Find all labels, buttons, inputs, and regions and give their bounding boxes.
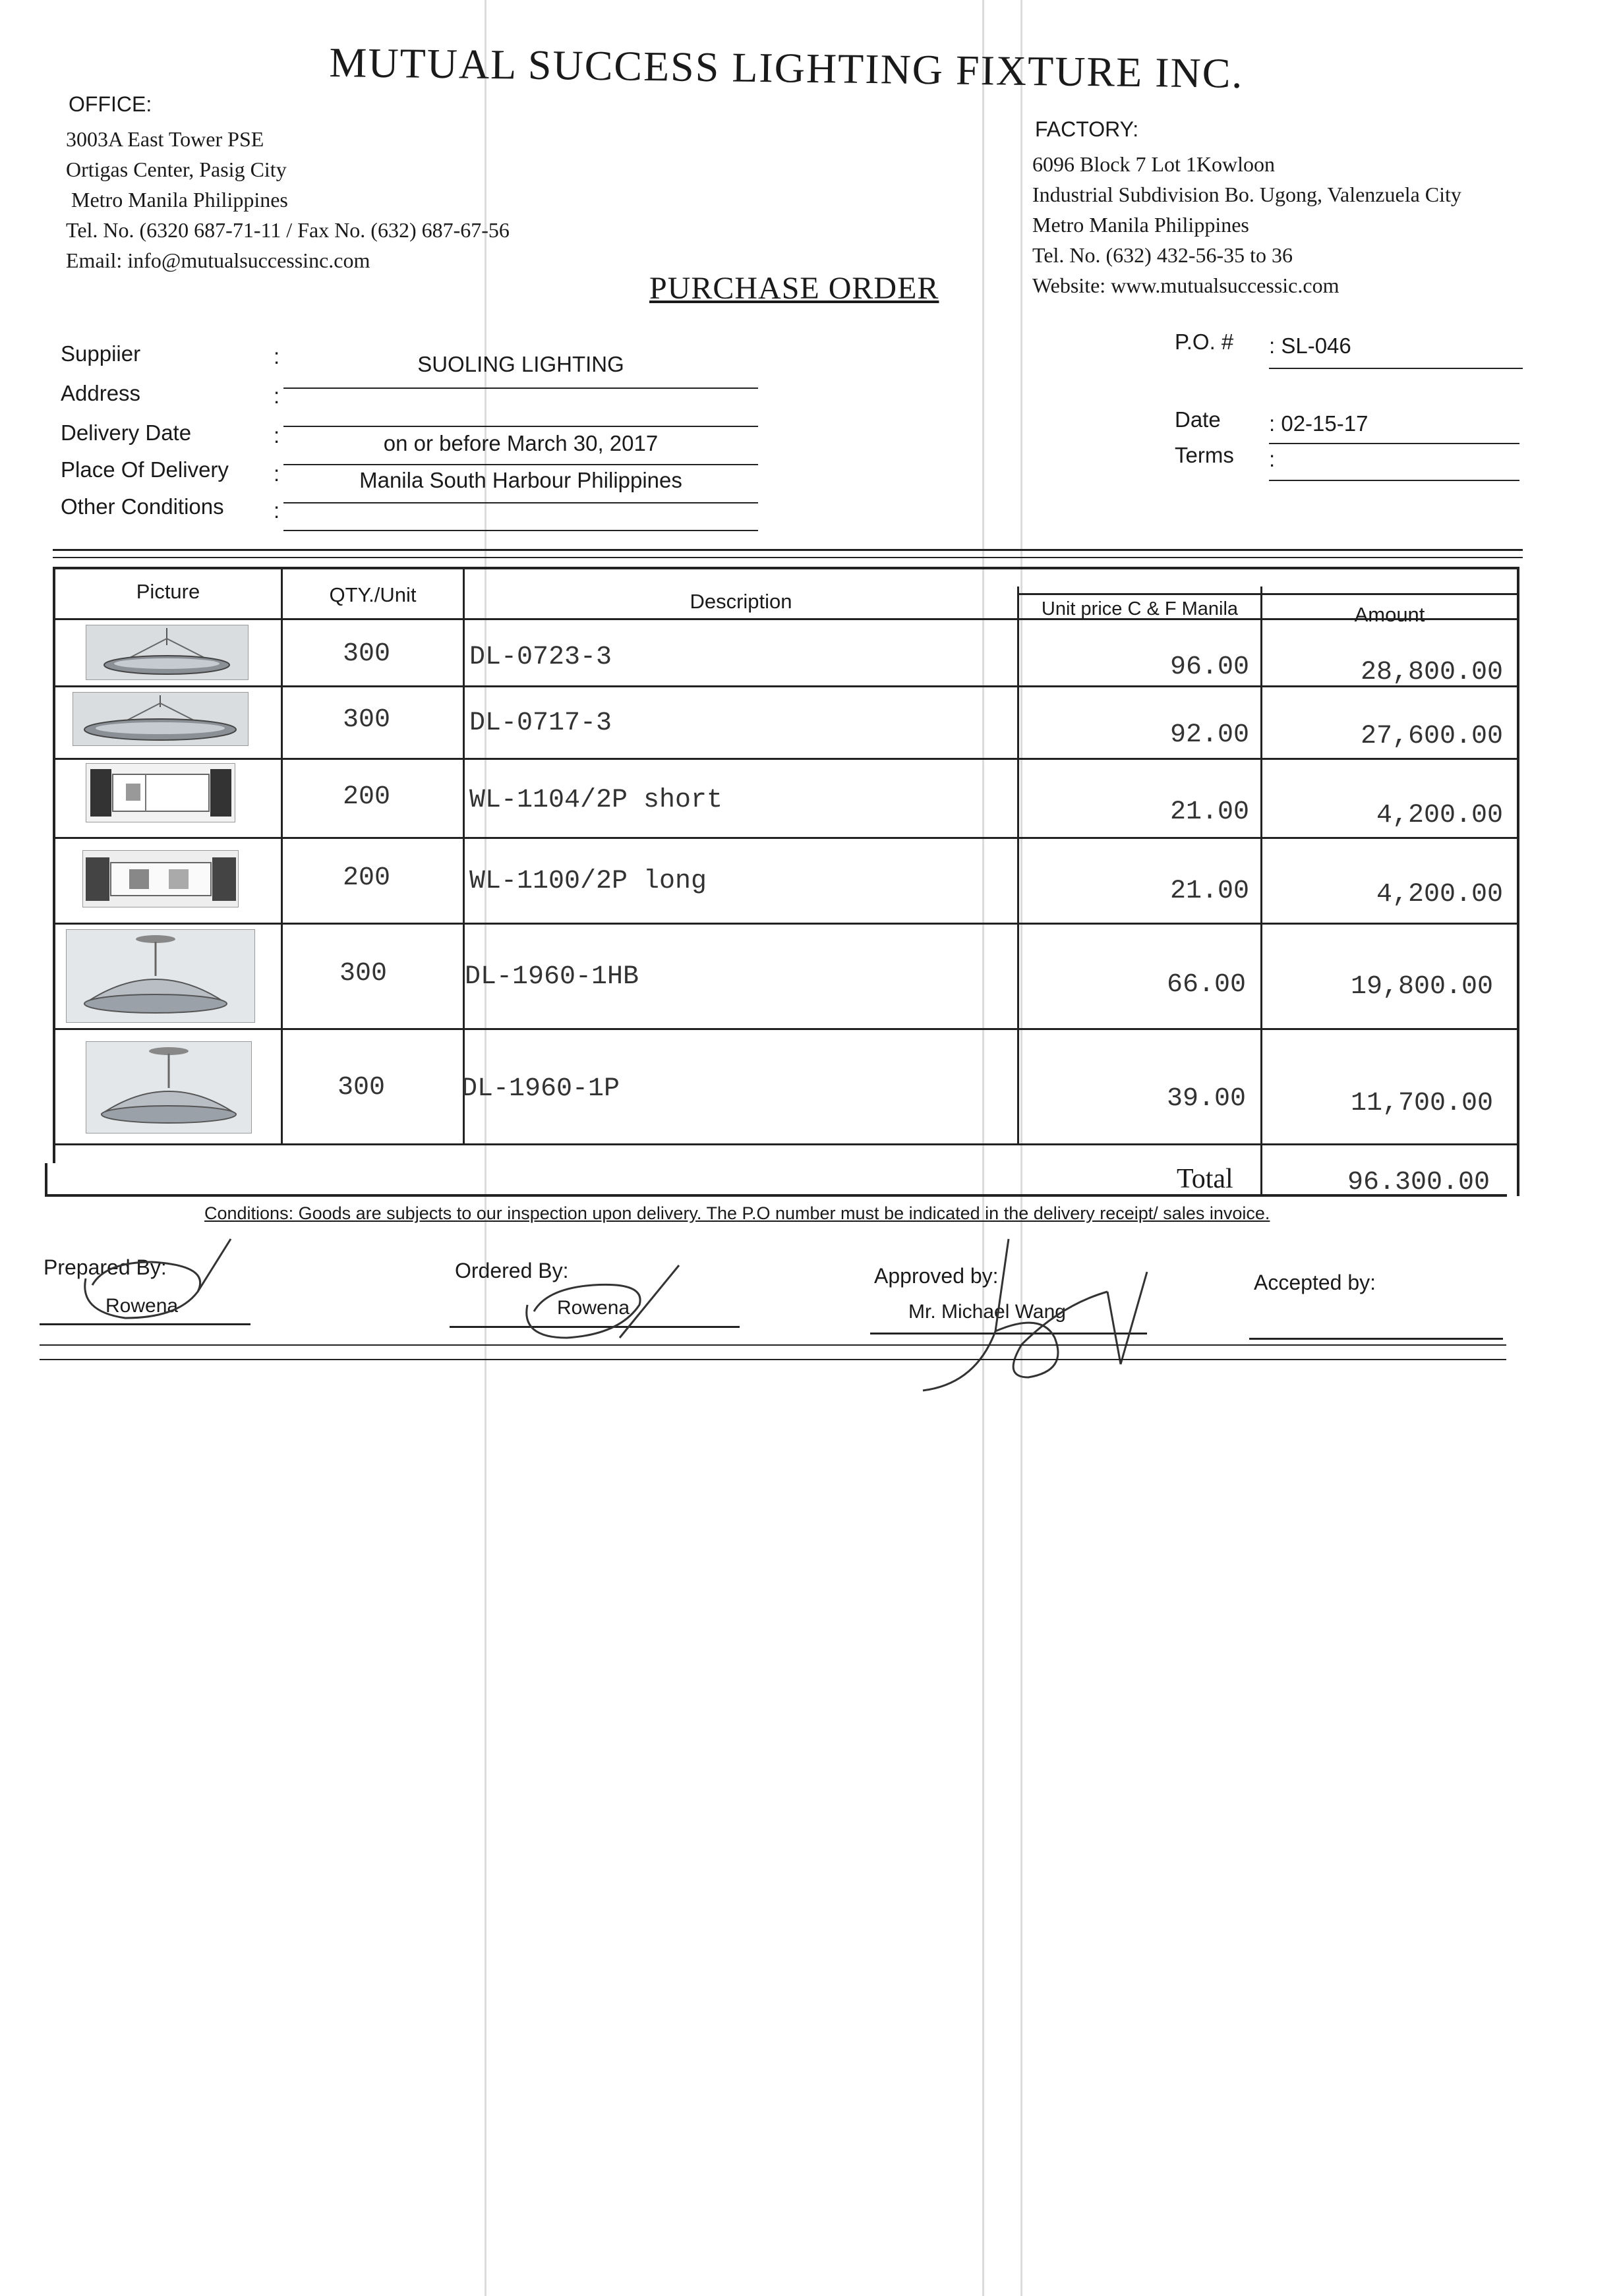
factory-line: Industrial Subdivision Bo. Ugong, Valenzuela City (1032, 183, 1461, 206)
office-line: 3003A East Tower PSE (66, 127, 264, 151)
prepared-by-name: Rowena (105, 1295, 179, 1317)
chandelier-image (86, 625, 248, 679)
total-amount: 96.300.00 (1347, 1168, 1490, 1197)
row-amount: 11,700.00 (1350, 1089, 1493, 1118)
approved-by-name: Mr. Michael Wang (908, 1301, 1066, 1323)
row-description: DL-0723-3 (469, 643, 612, 672)
address-label: Address (61, 381, 141, 405)
office-line: Metro Manila Philippines (71, 188, 288, 212)
row-qty: 300 (339, 959, 388, 989)
delivery-date-label: Delivery Date (61, 420, 192, 445)
row-description: WL-1100/2P long (469, 867, 707, 896)
row-divider (53, 758, 1519, 760)
ordered-by-name: Rowena (557, 1297, 630, 1319)
table-border (53, 567, 55, 1163)
row-unit-price: 92.00 (1169, 720, 1249, 750)
divider (40, 1344, 1506, 1346)
row-divider (1017, 593, 1519, 595)
product-thumbnail (86, 625, 249, 680)
row-divider (53, 1143, 1519, 1145)
accepted-by-label: Accepted by: (1254, 1271, 1376, 1294)
po-number-value: : SL-046 (1269, 330, 1523, 369)
conditions-note: Conditions: Goods are subjects to our inspection upon delivery. The P.O number must be indicated in the delivery receipt/ sales invoice. (204, 1203, 1270, 1223)
header-amount: Amount (1354, 603, 1425, 626)
row-qty: 300 (338, 1073, 386, 1103)
row-qty: 200 (343, 782, 391, 812)
signature-line (1249, 1338, 1503, 1340)
colon: : (274, 384, 280, 408)
row-qty: 200 (343, 863, 391, 893)
terms-label: Terms (1175, 443, 1234, 467)
row-unit-price: 21.00 (1169, 876, 1249, 906)
factory-address (1032, 149, 1461, 301)
signature-scribble (508, 1252, 705, 1351)
factory-line: 6096 Block 7 Lot 1Kowloon (1032, 152, 1275, 176)
factory-line: Website: www.mutualsuccessic.com (1032, 273, 1339, 297)
office-line: Tel. No. (6320 687-71-11 / Fax No. (632) 687-67-56 (66, 218, 510, 242)
company-name: MUTUAL SUCCESS LIGHTING FIXTURE INC. (329, 38, 1244, 97)
row-description: WL-1104/2P short (469, 786, 723, 815)
office-line: Email: info@mutualsuccessinc.com (66, 248, 370, 272)
colon: : (274, 461, 280, 486)
pendant-lamp-image (86, 1042, 251, 1133)
row-amount: 4,200.00 (1376, 880, 1503, 909)
product-thumbnail (73, 692, 249, 746)
scan-streak (1020, 0, 1022, 2296)
approved-by-label: Approved by: (874, 1264, 999, 1288)
date-value: : 02-15-17 (1269, 407, 1519, 444)
factory-line: Metro Manila Philippines (1032, 213, 1249, 237)
scan-streak (982, 0, 984, 2296)
header-qty: QTY./Unit (329, 583, 417, 606)
row-unit-price: 96.00 (1169, 652, 1249, 682)
chandelier-image (73, 693, 248, 745)
colon: : (274, 344, 280, 368)
other-conditions-value (283, 507, 758, 531)
row-divider (53, 923, 1519, 925)
row-amount: 27,600.00 (1360, 722, 1503, 751)
signature-scribble (910, 1232, 1173, 1397)
pendant-lamp-image (67, 930, 254, 1022)
signature-scribble (66, 1232, 237, 1331)
row-qty: 300 (343, 639, 391, 669)
scan-streak (485, 0, 486, 2296)
place-of-delivery-value: Manila South Harbour Philippines (283, 464, 758, 503)
date-label: Date (1175, 407, 1221, 432)
wall-lamp-image (83, 851, 238, 907)
table-border (53, 567, 1519, 569)
office-heading: OFFICE: (69, 92, 152, 116)
prepared-by-label: Prepared By: (44, 1255, 167, 1279)
row-divider (53, 1028, 1519, 1030)
office-line: Ortigas Center, Pasig City (66, 158, 287, 181)
ordered-by-label: Ordered By: (455, 1259, 569, 1282)
terms-value: : (1269, 443, 1519, 481)
po-number-label: P.O. # (1175, 330, 1234, 354)
row-amount: 19,800.00 (1350, 972, 1493, 1002)
supplier-value: SUOLING LIGHTING (283, 348, 758, 389)
delivery-date-value: on or before March 30, 2017 (283, 427, 758, 465)
colon: : (274, 423, 280, 447)
wall-lamp-image (86, 764, 235, 822)
row-description: DL-0717-3 (469, 708, 612, 738)
factory-line: Tel. No. (632) 432-56-35 to 36 (1032, 243, 1293, 267)
total-label: Total (1177, 1164, 1233, 1194)
divider (53, 549, 1523, 551)
colon: : (274, 498, 280, 523)
product-thumbnail (86, 1041, 252, 1134)
product-thumbnail (66, 929, 255, 1023)
row-amount: 28,800.00 (1360, 658, 1503, 687)
divider (40, 1359, 1506, 1360)
table-border (1517, 567, 1519, 1196)
product-thumbnail (86, 763, 235, 822)
factory-heading: FACTORY: (1035, 117, 1139, 141)
supplier-label: Suppiier (61, 341, 141, 366)
row-divider (53, 837, 1519, 839)
row-unit-price: 39.00 (1166, 1084, 1246, 1114)
row-amount: 4,200.00 (1376, 801, 1503, 830)
office-address (66, 124, 510, 275)
row-unit-price: 21.00 (1169, 797, 1249, 827)
document-title: PURCHASE ORDER (649, 271, 939, 306)
column-divider (1260, 587, 1262, 1196)
other-conditions-label: Other Conditions (61, 494, 224, 519)
row-description: DL-1960-1P (461, 1074, 620, 1104)
divider (53, 557, 1523, 558)
row-unit-price: 66.00 (1166, 970, 1246, 1000)
column-divider (463, 567, 465, 1145)
header-picture: Picture (136, 580, 200, 603)
row-qty: 300 (343, 705, 391, 735)
column-divider (1017, 587, 1019, 1145)
column-divider (281, 567, 283, 1145)
table-border (45, 1163, 47, 1196)
address-value (283, 389, 758, 427)
row-description: DL-1960-1HB (465, 962, 639, 992)
header-description: Description (690, 590, 792, 613)
place-of-delivery-label: Place Of Delivery (61, 457, 229, 482)
product-thumbnail (82, 850, 239, 907)
header-unit-price: Unit price C & F Manila (1041, 598, 1239, 619)
